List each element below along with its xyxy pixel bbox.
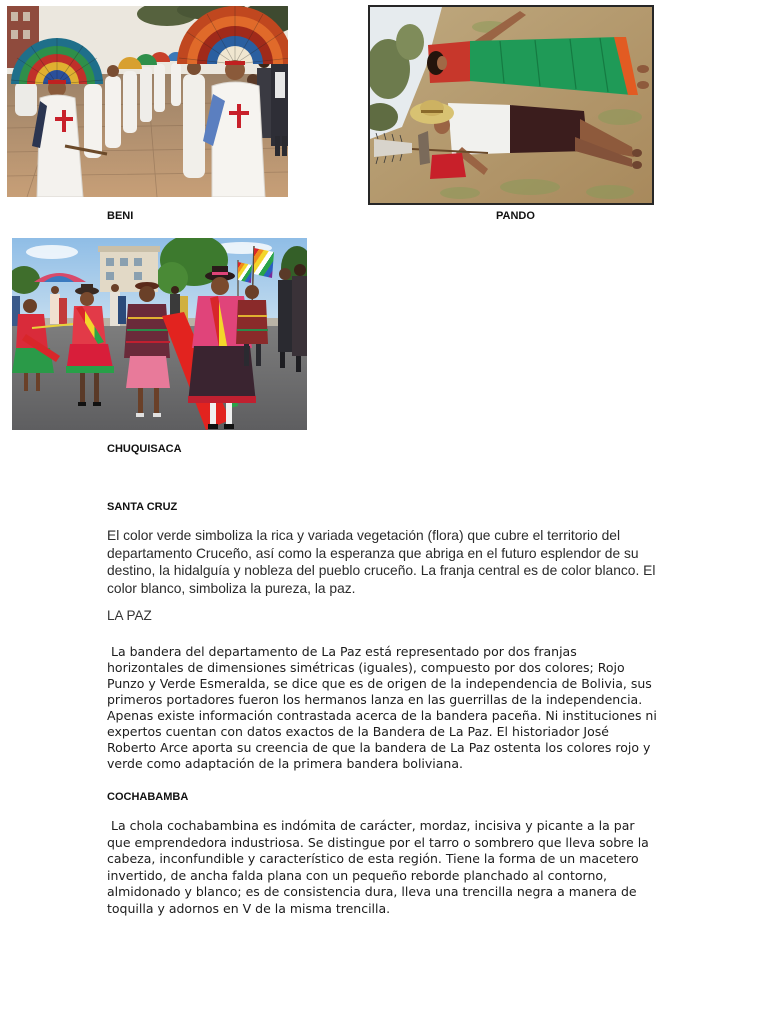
right-adults — [278, 264, 307, 372]
text-line: La chola cochabambina es indómita de carácter, mordaz, incisiva y picante a la par — [107, 818, 635, 833]
heading-cochabamba: COCHABAMBA — [107, 791, 189, 803]
paragraph-santa-cruz — [107, 527, 655, 597]
text-line: verde como adaptación de la primera bandera boliviana. — [107, 756, 463, 771]
chuquisaca-photo-art — [12, 238, 307, 430]
text-line: cabeza, inconfundible y característico de esta región. Tiene la forma de un macetero — [107, 851, 639, 866]
photo-chuquisaca — [12, 238, 307, 430]
text-line: El color verde simboliza la rica y variada vegetación (flora) que cubre el territorio del — [107, 528, 621, 543]
heading-santa-cruz: SANTA CRUZ — [107, 501, 178, 513]
text-line: Roberto Arce aporta su creencia de que la bandera de La Paz ostenta los colores rojo y — [107, 740, 651, 755]
text-line: color blanco, simboliza la pureza, la paz. — [107, 580, 356, 596]
text-line: almidonado y blanco; es de consistencia dura, lleva una trencilla negra a manera de — [107, 884, 637, 899]
pando-photo-art — [370, 7, 652, 203]
paragraph-cochabamba — [107, 818, 649, 917]
text-line: Apenas existe información contrastada acerca de la bandera paceña. Ni instituciones ni — [107, 708, 657, 723]
text-line: Punzo y Verde Esmeralda, se dice que es de origen de la independencia de Bolivia, sus — [107, 676, 652, 691]
text-line: expertos cuentan con datos exactos de la Bandera de La Paz. El historiador José — [107, 724, 609, 739]
caption-chuquisaca: CHUQUISACA — [107, 443, 182, 455]
red-cross — [237, 104, 241, 128]
text-line: La bandera del departamento de La Paz está representado por dos franjas — [107, 644, 577, 659]
photo-pando — [368, 5, 654, 205]
red-bag — [430, 153, 466, 179]
text-line: destino, la hidalguía y nobleza del pueblo cruceño. La franja central es de color blanco. El — [107, 563, 656, 579]
text-line: primeros portadores fueron los hermanos lanza en las guerrillas de la independencia. — [107, 692, 643, 707]
text-line: toquilla y adornos en V de la misma trencilla. — [107, 900, 391, 916]
photo-beni — [7, 6, 288, 197]
caption-pando: PANDO — [496, 210, 535, 222]
paragraph-la-paz — [107, 644, 657, 772]
caption-beni: BENI — [107, 210, 134, 222]
text-line: invertido, de ancha falda plana con un pequeño reborde planchado al contorno, — [107, 867, 608, 883]
text-line: horizontales de dimensiones simétricas (iguales), compuesto por dos colores; Rojo — [107, 660, 625, 675]
beni-photo-art — [7, 6, 288, 197]
heading-la-paz: LA PAZ — [107, 608, 152, 623]
white-shirt — [448, 103, 512, 155]
text-line: departamento Cruceño, así como la esperanza que abriga en el futuro esplendor de su — [107, 545, 639, 561]
text-line: que emprendedora industriosa. Se distingue por el tarro o sombrero que lleva sobre la — [107, 834, 649, 850]
